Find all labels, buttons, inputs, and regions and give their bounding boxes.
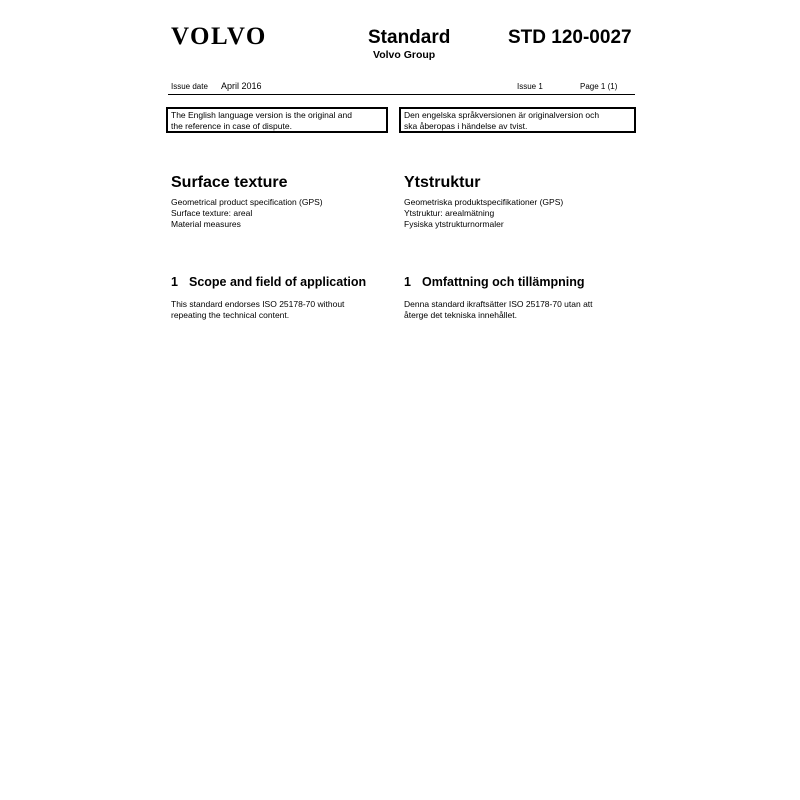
issue-number: Issue 1 — [517, 82, 543, 91]
subtitle-sv-line: Geometriska produktspecifikationer (GPS) — [404, 197, 564, 207]
page-number: Page 1 (1) — [580, 82, 618, 91]
section-title: Omfattning och tillämpning — [422, 275, 585, 289]
subtitle-sv-line: Fysiska ytstrukturnormaler — [404, 219, 504, 229]
subtitle-sv-line: Ytstruktur: arealmätning — [404, 208, 495, 218]
language-notice-en-line2: the reference in case of dispute. — [171, 121, 292, 131]
paragraph-line: återge det tekniska innehållet. — [404, 310, 517, 320]
header-divider — [168, 94, 635, 95]
issue-date-value: April 2016 — [221, 81, 262, 91]
language-notice-sv-line2: ska åberopas i händelse av tvist. — [404, 121, 528, 131]
document-type-title: Standard — [368, 27, 451, 48]
section-1-text-en — [171, 299, 344, 321]
paragraph-line: repeating the technical content. — [171, 310, 290, 320]
document-number: STD 120-0027 — [508, 27, 632, 48]
subtitle-en-line: Surface texture: areal — [171, 208, 253, 218]
volvo-logo: VOLVO — [171, 23, 267, 50]
issue-date-label: Issue date — [171, 82, 208, 91]
language-notice-en-line1: The English language version is the original and — [171, 110, 352, 120]
language-notice-sv-line1: Den engelska språkversionen är originalversion och — [404, 110, 600, 120]
section-number: 1 — [171, 275, 178, 289]
section-1-heading-sv — [404, 276, 585, 289]
title-subtitles-en — [171, 197, 323, 230]
section-1-heading-en — [171, 276, 366, 289]
paragraph-line: This standard endorses ISO 25178-70 without — [171, 299, 345, 309]
organization-name: Volvo Group — [373, 49, 436, 61]
language-notice-en — [166, 107, 388, 133]
title-subtitles-sv — [404, 197, 563, 230]
subtitle-en-line: Geometrical product specification (GPS) — [171, 197, 323, 207]
section-number: 1 — [404, 275, 411, 289]
paragraph-line: Denna standard ikraftsätter ISO 25178-70 utan att — [404, 299, 593, 309]
section-1-text-sv — [404, 299, 593, 321]
subtitle-en-line: Material measures — [171, 219, 241, 229]
title-heading-en: Surface texture — [171, 174, 288, 191]
section-title: Scope and field of application — [189, 275, 367, 289]
language-notice-sv — [399, 107, 636, 133]
title-heading-sv: Ytstruktur — [404, 174, 481, 191]
